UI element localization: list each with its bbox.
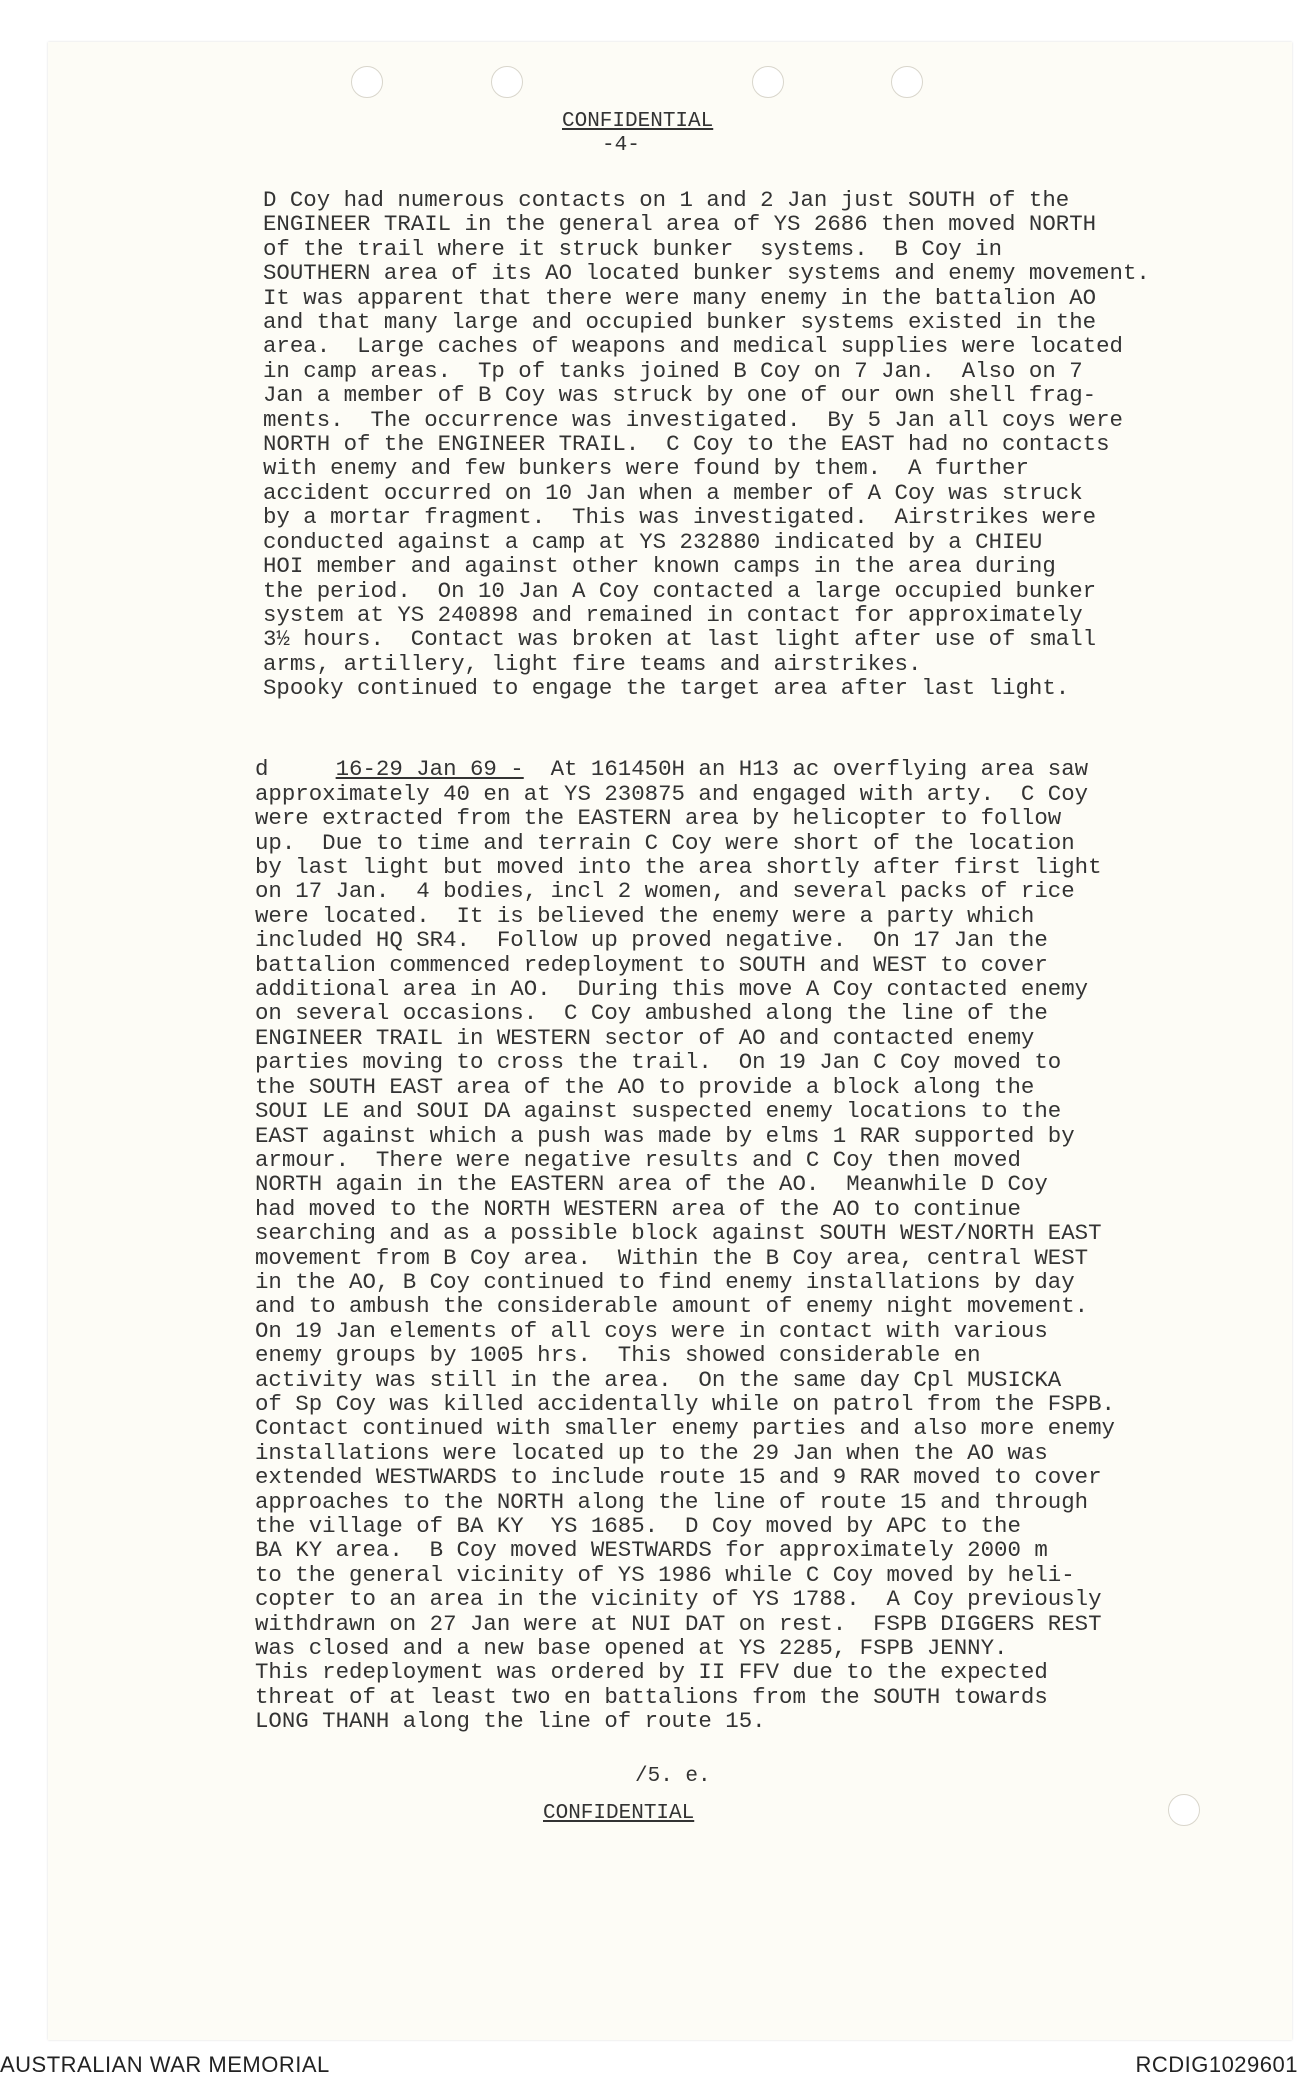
text-line: approaches to the NORTH along the line of route 15 and through: [255, 1488, 1089, 1515]
paragraph-1: [263, 188, 1150, 701]
first-line-text: At 161450H an H13 ac overflying area saw: [523, 756, 1089, 783]
text-line: NORTH again in the EASTERN area of the AO. Meanwhile D Coy: [255, 1171, 1048, 1198]
text-line: by last light but moved into the area shortly after first light: [255, 854, 1102, 881]
punch-hole: [752, 66, 784, 98]
text-line: It was apparent that there were many enemy in the battalion AO: [263, 284, 1097, 311]
text-line: installations were located up to the 29 Jan when the AO was: [255, 1439, 1048, 1466]
paragraph-2: [255, 733, 1115, 1734]
text-line: withdrawn on 27 Jan were at NUI DAT on rest. FSPB DIGGERS REST: [255, 1610, 1102, 1637]
text-line: extended WESTWARDS to include route 15 and 9 RAR moved to cover: [255, 1464, 1102, 1491]
text-line: conducted against a camp at YS 232880 indicated by a CHIEU: [263, 528, 1043, 555]
classification-footer: CONFIDENTIAL: [543, 1802, 695, 1825]
text-line: HOI member and against other known camps in the area during: [263, 553, 1056, 580]
text-line: ENGINEER TRAIL in WESTERN sector of AO and contacted enemy: [255, 1024, 1035, 1051]
archive-reference: RCDIG1029601: [1135, 2052, 1298, 2077]
text-line: ENGINEER TRAIL in the general area of YS 2686 then moved NORTH: [263, 211, 1097, 238]
text-line: searching and as a possible block against SOUTH WEST/NORTH EAST: [255, 1220, 1102, 1247]
text-line: copter to an area in the vicinity of YS 1788. A Coy previously: [255, 1586, 1102, 1613]
text-line: system at YS 240898 and remained in contact for approximately: [263, 601, 1083, 628]
text-line: NORTH of the ENGINEER TRAIL. C Coy to the EAST had no contacts: [263, 431, 1110, 458]
text-line: the village of BA KY YS 1685. D Coy moved by APC to the: [255, 1513, 1021, 1539]
text-line: SOUI LE and SOUI DA against suspected enemy locations to the: [255, 1098, 1062, 1125]
punch-hole: [351, 66, 383, 98]
text-line: 3½ hours. Contact was broken at last light after use of small: [263, 626, 1097, 653]
text-line: battalion commenced redeployment to SOUTH and WEST to cover: [255, 951, 1048, 978]
text-line: on 17 Jan. 4 bodies, incl 2 women, and several packs of rice: [255, 878, 1075, 905]
text-line: by a mortar fragment. This was investigated. Airstrikes were: [263, 504, 1097, 531]
text-line: in camp areas. Tp of tanks joined B Coy on 7 Jan. Also on 7: [263, 357, 1083, 384]
text-line: This redeployment was ordered by II FFV due to the expected: [255, 1659, 1048, 1686]
text-line: On 19 Jan elements of all coys were in contact with various: [255, 1317, 1048, 1344]
text-line: the SOUTH EAST area of the AO to provide a block along the: [255, 1073, 1035, 1100]
text-line: movement from B Coy area. Within the B Coy area, central WEST: [255, 1244, 1089, 1271]
date-heading: 16-29 Jan 69 -: [335, 756, 524, 783]
text-line: were extracted from the EASTERN area by helicopter to follow: [255, 805, 1062, 832]
text-line: up. Due to time and terrain C Coy were short of the location: [255, 829, 1075, 856]
text-line: activity was still in the area. On the same day Cpl MUSICKA: [255, 1366, 1062, 1393]
punch-hole: [491, 66, 523, 98]
text-line: of the trail where it struck bunker systems. B Coy in: [263, 235, 1003, 262]
text-line: included HQ SR4. Follow up proved negative. On 17 Jan the: [255, 927, 1048, 954]
text-line: in the AO, B Coy continued to find enemy installations by day: [255, 1268, 1075, 1295]
paragraph-marker: d: [255, 756, 269, 783]
text-line: D Coy had numerous contacts on 1 and 2 Jan just SOUTH of the: [263, 187, 1070, 213]
text-line: the period. On 10 Jan A Coy contacted a large occupied bunker: [263, 577, 1097, 604]
text-line: had moved to the NORTH WESTERN area of the AO to continue: [255, 1195, 1021, 1222]
text-line: LONG THANH along the line of route 15.: [255, 1708, 766, 1735]
continuation-marker: /5. e.: [635, 1765, 711, 1788]
text-line: armour. There were negative results and C Coy then moved: [255, 1146, 1021, 1173]
text-line: and to ambush the considerable amount of enemy night movement.: [255, 1293, 1089, 1320]
text-line: area. Large caches of weapons and medical supplies were located: [263, 333, 1123, 360]
text-line: arms, artillery, light fire teams and airstrikes.: [263, 650, 922, 677]
text-line: Jan a member of B Coy was struck by one of our own shell frag-: [263, 382, 1097, 409]
text-line: Spooky continued to engage the target area after last light.: [263, 675, 1070, 702]
text-line: on several occasions. C Coy ambushed along the line of the: [255, 1000, 1048, 1027]
page-number: -4-: [602, 134, 640, 157]
text-line: enemy groups by 1005 hrs. This showed considerable en: [255, 1342, 981, 1369]
text-line: Contact continued with smaller enemy parties and also more enemy: [255, 1415, 1115, 1442]
text-line: approximately 40 en at YS 230875 and engaged with arty. C Coy: [255, 780, 1089, 807]
archive-institution: AUSTRALIAN WAR MEMORIAL: [0, 2052, 330, 2077]
punch-hole: [1168, 1794, 1200, 1826]
paragraph-2-first-line: [255, 757, 1115, 781]
text-line: of Sp Coy was killed accidentally while on patrol from the FSPB.: [255, 1390, 1115, 1417]
text-line: with enemy and few bunkers were found by them. A further: [263, 455, 1029, 482]
text-line: parties moving to cross the trail. On 19 Jan C Coy moved to: [255, 1049, 1062, 1076]
text-line: and that many large and occupied bunker systems existed in the: [263, 309, 1097, 336]
text-line: were located. It is believed the enemy were a party which: [255, 902, 1035, 929]
text-line: SOUTHERN area of its AO located bunker systems and enemy movement.: [263, 260, 1150, 287]
text-line: additional area in AO. During this move A Coy contacted enemy: [255, 976, 1089, 1003]
text-line: ments. The occurrence was investigated. By 5 Jan all coys were: [263, 406, 1123, 433]
classification-header: CONFIDENTIAL: [562, 110, 714, 133]
text-line: BA KY area. B Coy moved WESTWARDS for approximately 2000 m: [255, 1537, 1048, 1564]
text-line: was closed and a new base opened at YS 2285, FSPB JENNY.: [255, 1635, 1008, 1662]
text-line: accident occurred on 10 Jan when a member of A Coy was struck: [263, 479, 1083, 506]
text-line: to the general vicinity of YS 1986 while C Coy moved by heli-: [255, 1561, 1075, 1588]
punch-hole: [891, 66, 923, 98]
text-line: threat of at least two en battalions from the SOUTH towards: [255, 1683, 1048, 1710]
text-line: EAST against which a push was made by elms 1 RAR supported by: [255, 1122, 1075, 1149]
